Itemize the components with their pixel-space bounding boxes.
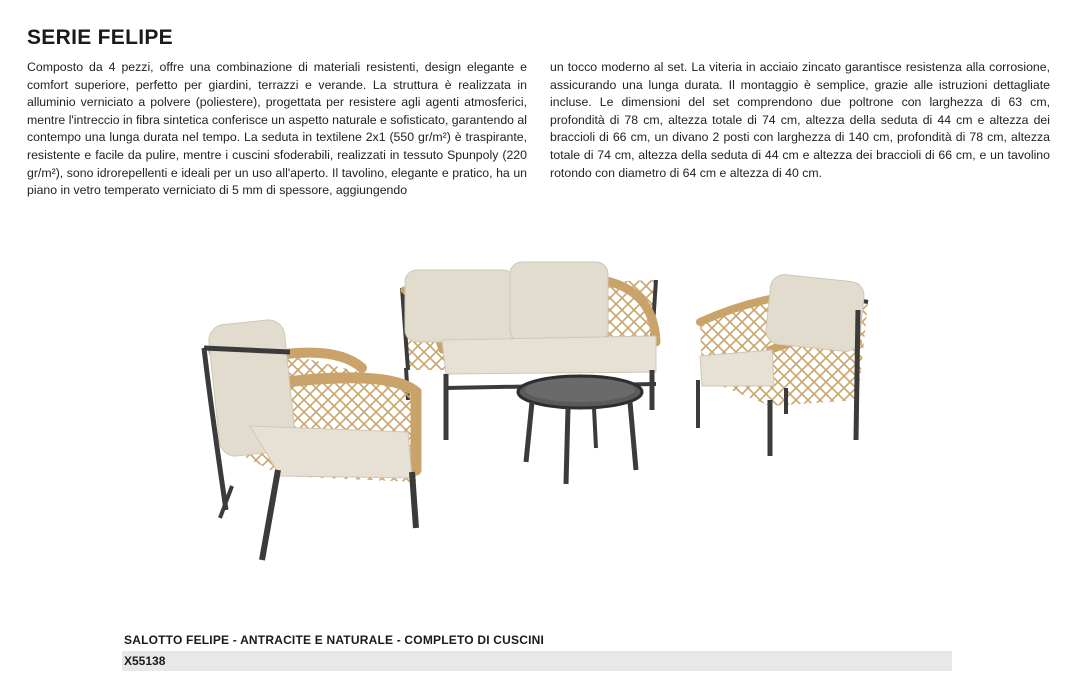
armchair-left [204,318,416,560]
product-name: SALOTTO FELIPE - ANTRACITE E NATURALE - COMPLETO DI CUSCINI [124,633,545,647]
product-photo [190,250,890,580]
description-column-left: Composto da 4 pezzi, offre una combinazione di materiali resistenti, design elegante e comfort superiore, perfetto per giardini, terrazzi e verande. La struttura è realizzata in alluminio verniciato a polvere (poliestere), progettata per resistere agli agenti atmosferici, mentre l'intreccio in fibra sintetica conferisce un aspetto naturale e sofisticato, garantendo al contempo una lunga durata nel tempo. La seduta in textilene 2x1 (550 gr/m²) è traspirante, resistente e facile da pulire, mentre i cuscini sfoderabili, realizzati in tessuto Spunpoly (220 gr/m²), sono idrorepellenti e ideali per un uso all'aperto. Il tavolino, elegante e pratico, ha un piano in vetro temperato verniciato di 5 mm di spessore, aggiungendo [27,60,527,198]
product-code-bar [122,651,952,671]
product-code: X55138 [124,654,166,668]
coffee-table [518,376,642,484]
page-title: SERIE FELIPE [27,26,173,49]
description-column-right: un tocco moderno al set. La viteria in acciaio zincato garantisce resistenza alla corrosione, assicurando una lunga durata. Il montaggio è semplice, grazie alle istruzioni dettagliate incluse. Le dimensioni del set comprendono due poltrone con larghezza di 63 cm, profondità di 78 cm, altezza totale di 74 cm, altezza della seduta di 44 cm e altezza dei braccioli di 66 cm, un divano 2 posti con larghezza di 140 cm, profondità di 78 cm, altezza totale di 74 cm, altezza della seduta di 44 cm e altezza dei braccioli di 66 cm, e un tavolino rotondo con diametro di 64 cm e altezza di 40 cm. [550,60,1050,180]
armchair-right [698,273,868,456]
